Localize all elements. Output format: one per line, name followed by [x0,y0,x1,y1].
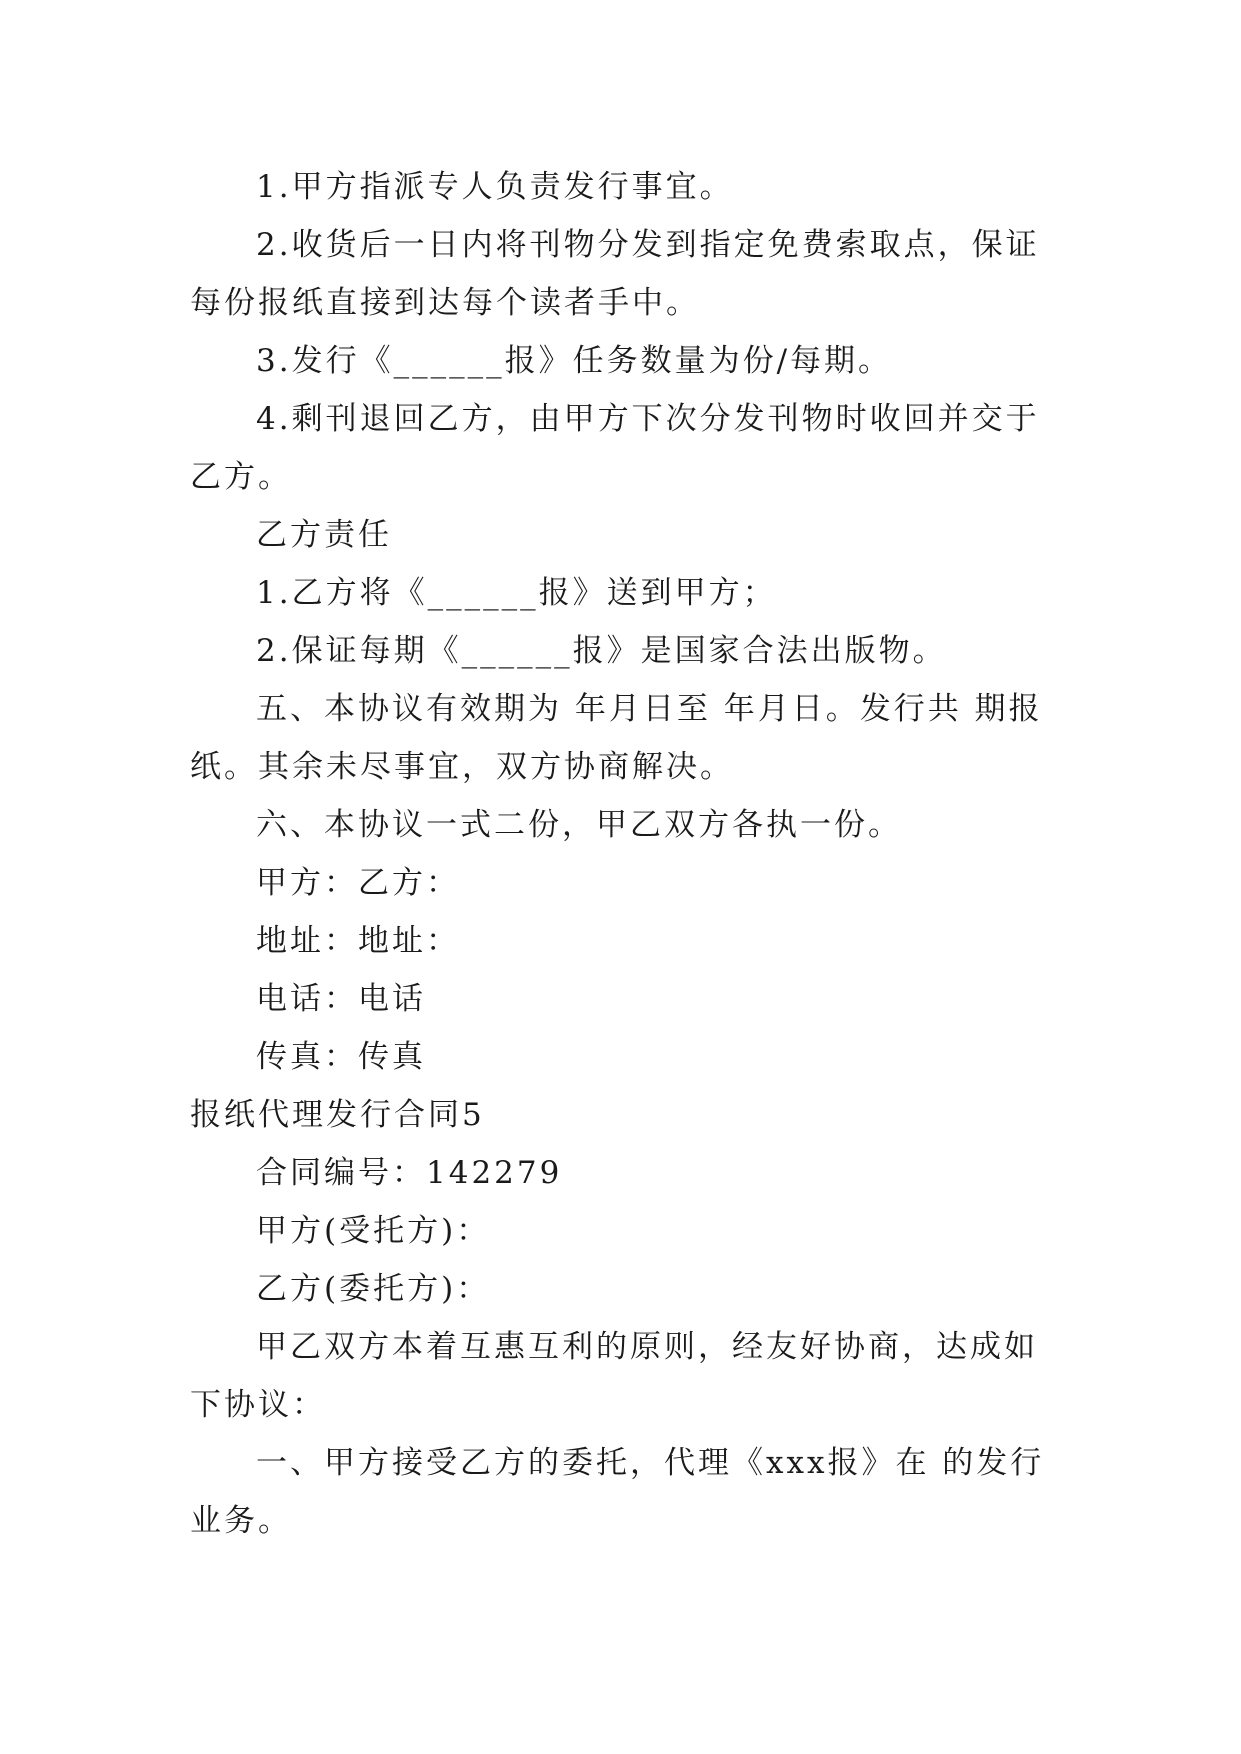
party-a-trustee: 甲方(受托方)： [256,1213,491,1249]
party-b-heading: 乙方责任 [256,517,392,553]
clause-party-a-4: 4.剩刊退回乙方，由甲方下次分发刊物时收回并交于乙方。 [190,401,1040,495]
clause-five: 五、本协议有效期为 年月日至 年月日。发行共 期报纸。其余未尽事宜，双方协商解决。 [190,691,1043,785]
clause-party-b-1: 1.乙方将《______报》送到甲方； [256,575,777,611]
clause-party-a-3: 3.发行《______报》任务数量为份/每期。 [256,343,893,379]
signature-phone: 电话：电话 [256,981,426,1017]
signature-address: 地址：地址： [256,923,460,959]
party-b-principal: 乙方(委托方)： [256,1271,491,1307]
contract-number: 合同编号：142279 [256,1155,563,1191]
signature-fax: 传真：传真 [256,1039,426,1075]
clause-party-b-2: 2.保证每期《______报》是国家合法出版物。 [256,633,947,669]
clause-party-a-1: 1.甲方指派专人负责发行事宜。 [256,169,734,205]
clause-one: 一、甲方接受乙方的委托，代理《xxx报》在 的发行业务。 [190,1445,1045,1539]
agreement-preamble: 甲乙双方本着互惠互利的原则，经友好协商，达成如下协议： [190,1329,1038,1423]
clause-party-a-2: 2.收货后一日内将刊物分发到指定免费索取点，保证每份报纸直接到达每个读者手中。 [190,227,1040,321]
document-body [190,158,1050,1550]
section-title: 报纸代理发行合同5 [190,1097,485,1133]
signature-parties: 甲方：乙方： [256,865,460,901]
clause-six: 六、本协议一式二份，甲乙双方各执一份。 [256,807,902,843]
